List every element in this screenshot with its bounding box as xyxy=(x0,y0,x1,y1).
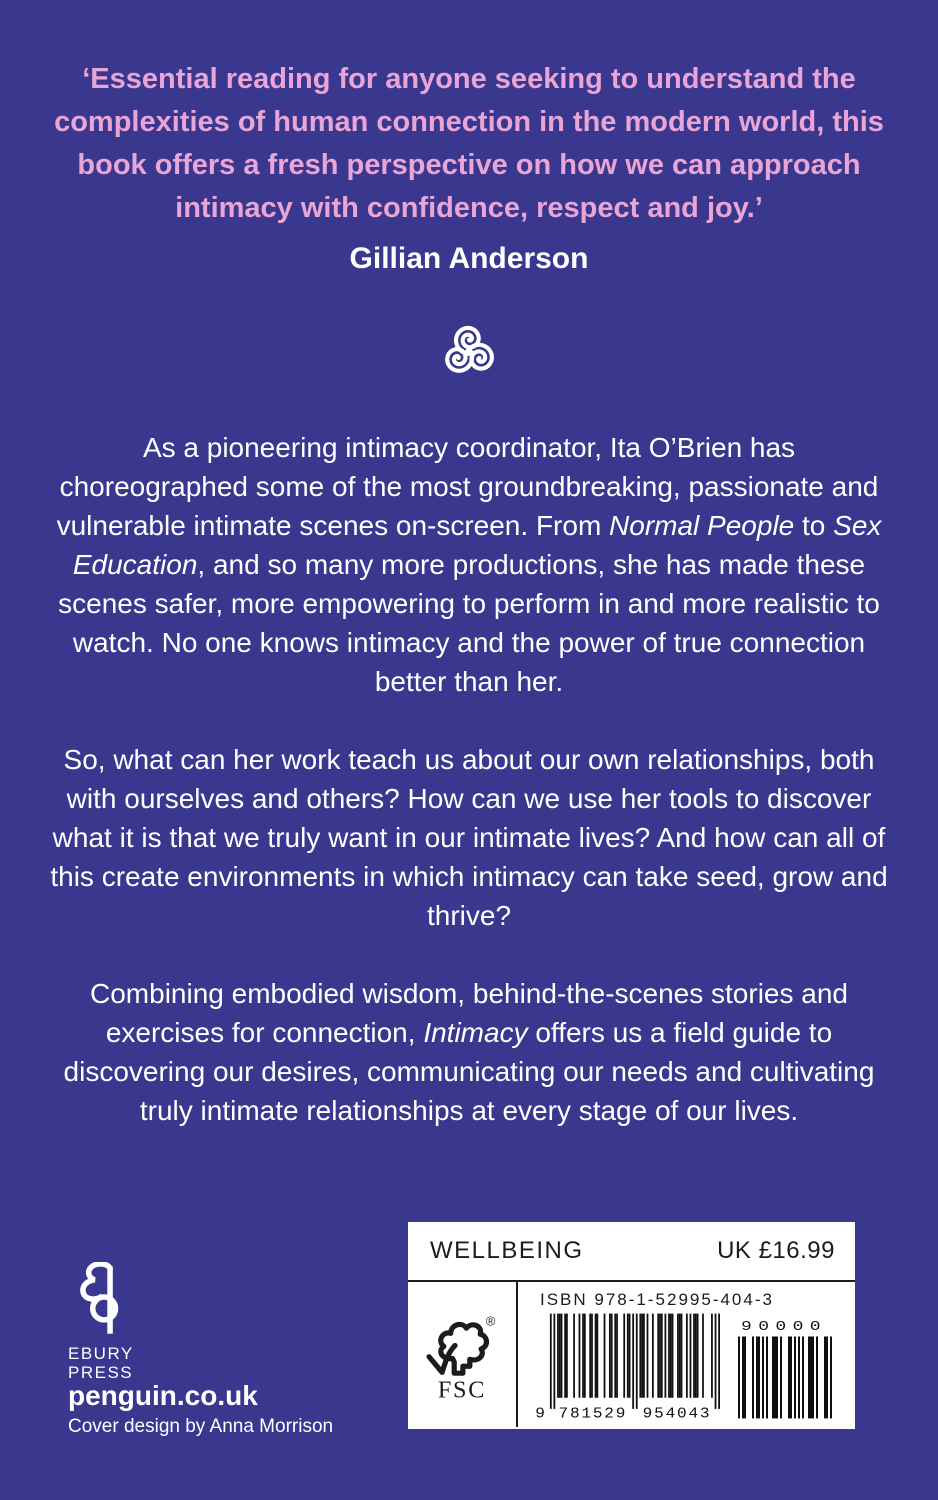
retail-box-body xyxy=(408,1282,855,1427)
blurb-paragraph: As a pioneering intimacy coordinator, Ita O’Brien has choreographed some of the most groundbreaking, passionate and vulnerable intimate scenes on-screen. From Normal People to Sex Education, and so many more productions, she has made these scenes safer, more empowering to perform in and more realistic to watch. No one knows intimacy and the power of true connection better than her. xyxy=(56,432,882,697)
fsc-icon xyxy=(423,1296,501,1414)
publisher-website: penguin.co.uk xyxy=(68,1380,258,1411)
quote-attribution: Gillian Anderson xyxy=(349,242,589,275)
fsc-cell xyxy=(408,1282,518,1427)
barcode-digits-right: 954043 xyxy=(642,1405,712,1420)
cover-design-credit: Cover design by Anna Morrison xyxy=(68,1416,334,1437)
barcode-cell xyxy=(518,1282,855,1427)
addon-barcode xyxy=(736,1316,832,1420)
fsc-label: FSC xyxy=(437,1375,487,1403)
blurb-paragraph: So, what can her work teach us about our own relationships, both with ourselves and others? How can we use her tools to discover what it is that we truly want in our intimate lives? And how can all of this create environments in which intimacy can take seed, grow and thrive? xyxy=(50,744,888,931)
isbn-label: ISBN 978-1-52995-404-3 xyxy=(540,1290,774,1309)
review-quote: ‘Essential reading for anyone seeking to understand the complexities of human connection in the modern world, this book offers a fresh perspective on how we can approach intimacy with confidence, respect and joy.’ xyxy=(54,63,884,224)
category-label: WELLBEING xyxy=(430,1237,584,1264)
price-label: UK £16.99 xyxy=(717,1237,835,1264)
barcode-prefix-digit: 9 xyxy=(535,1405,545,1420)
retail-box-header xyxy=(408,1222,855,1282)
blurb-paragraph: Combining embodied wisdom, behind-the-scenes stories and exercises for connection, Intimacy offers us a field guide to discovering our desires, communicating our needs and cultivating truly intimate relationships at every stage of our lives. xyxy=(63,978,875,1126)
triskelion-icon xyxy=(438,320,500,384)
retail-info-box xyxy=(408,1222,855,1429)
fsc-registered-mark: ® xyxy=(485,1313,496,1329)
ebury-press-logo xyxy=(68,1262,120,1338)
barcode-digits-left: 781529 xyxy=(558,1405,628,1420)
ebury-press-wordmark: EBURY PRESS xyxy=(68,1344,134,1382)
ean-barcode xyxy=(532,1312,720,1420)
publisher-imprint xyxy=(68,1262,134,1382)
barcodes-row xyxy=(532,1312,855,1420)
back-blurb xyxy=(47,428,892,1130)
addon-digits: 90000 xyxy=(741,1318,827,1335)
